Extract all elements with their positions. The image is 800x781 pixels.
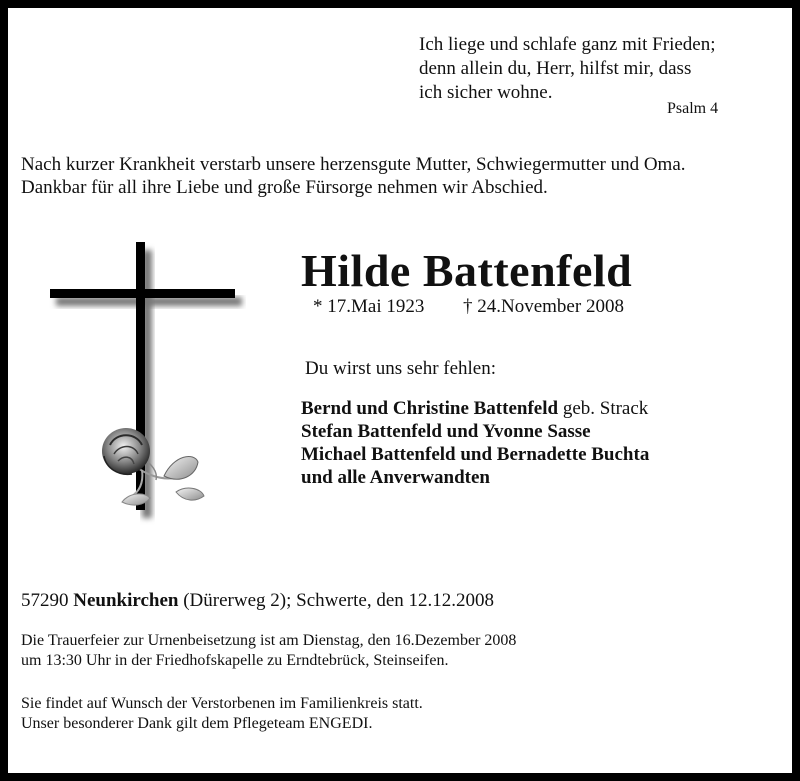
cross-shadow [56, 297, 242, 306]
closing-line: Sie findet auf Wunsch der Verstorbenen im Familienkreis statt. [21, 695, 423, 712]
mourner-names: Bernd und Christine Battenfeld [301, 398, 559, 419]
town-name: Neunkirchen [73, 590, 179, 611]
address-and-date: (Dürerweg 2); Schwerte, den 12.12.2008 [178, 590, 495, 611]
verse-line: ich sicher wohne. [419, 82, 553, 103]
maiden-name: geb. Strack [558, 398, 649, 419]
birth-date: * 17.Mai 1923 [313, 296, 425, 317]
obituary-card [8, 8, 792, 773]
cross-horizontal-beam [50, 289, 235, 298]
death-date: † 24.November 2008 [463, 296, 624, 317]
verse-source: Psalm 4 [667, 100, 719, 117]
verse-line: denn allein du, Herr, hilfst mir, dass [419, 58, 692, 79]
intro-text [21, 153, 686, 199]
verse-line: Ich liege und schlafe ganz mit Frieden; [419, 34, 716, 55]
mourner-names: und alle Anverwandten [301, 467, 490, 488]
mourner-line [301, 420, 649, 443]
cross-with-rose-image [46, 240, 246, 530]
psalm-verse [419, 33, 716, 105]
ceremony-info [21, 631, 516, 671]
intro-line: Nach kurzer Krankheit verstarb unsere herzensgute Mutter, Schwiegermutter und Oma. [21, 154, 686, 175]
postal-code: 57290 [21, 590, 74, 611]
rose-leaf [176, 488, 204, 500]
deceased-name: Hilde Battenfeld [301, 245, 633, 296]
rose-leaf [164, 456, 198, 479]
closing-line: Unser besonderer Dank gilt dem Pflegeteam ENGEDI. [21, 715, 373, 732]
mourner-line [301, 443, 649, 466]
intro-line: Dankbar für all ihre Liebe und große Fürsorge nehmen wir Abschied. [21, 177, 548, 198]
place-and-date [21, 590, 494, 612]
mourners-list [301, 397, 649, 489]
mourner-line [301, 466, 649, 489]
mourner-names: Michael Battenfeld und Bernadette Buchta [301, 444, 650, 465]
closing-note [21, 694, 423, 734]
ceremony-line: um 13:30 Uhr in der Friedhofskapelle zu Erndtebrück, Steinseifen. [21, 652, 449, 669]
mourner-line [301, 397, 649, 420]
ceremony-line: Die Trauerfeier zur Urnenbeisetzung ist am Dienstag, den 16.Dezember 2008 [21, 632, 517, 649]
mourners-intro: Du wirst uns sehr fehlen: [305, 358, 497, 379]
mourner-names: Stefan Battenfeld und Yvonne Sasse [301, 421, 591, 442]
